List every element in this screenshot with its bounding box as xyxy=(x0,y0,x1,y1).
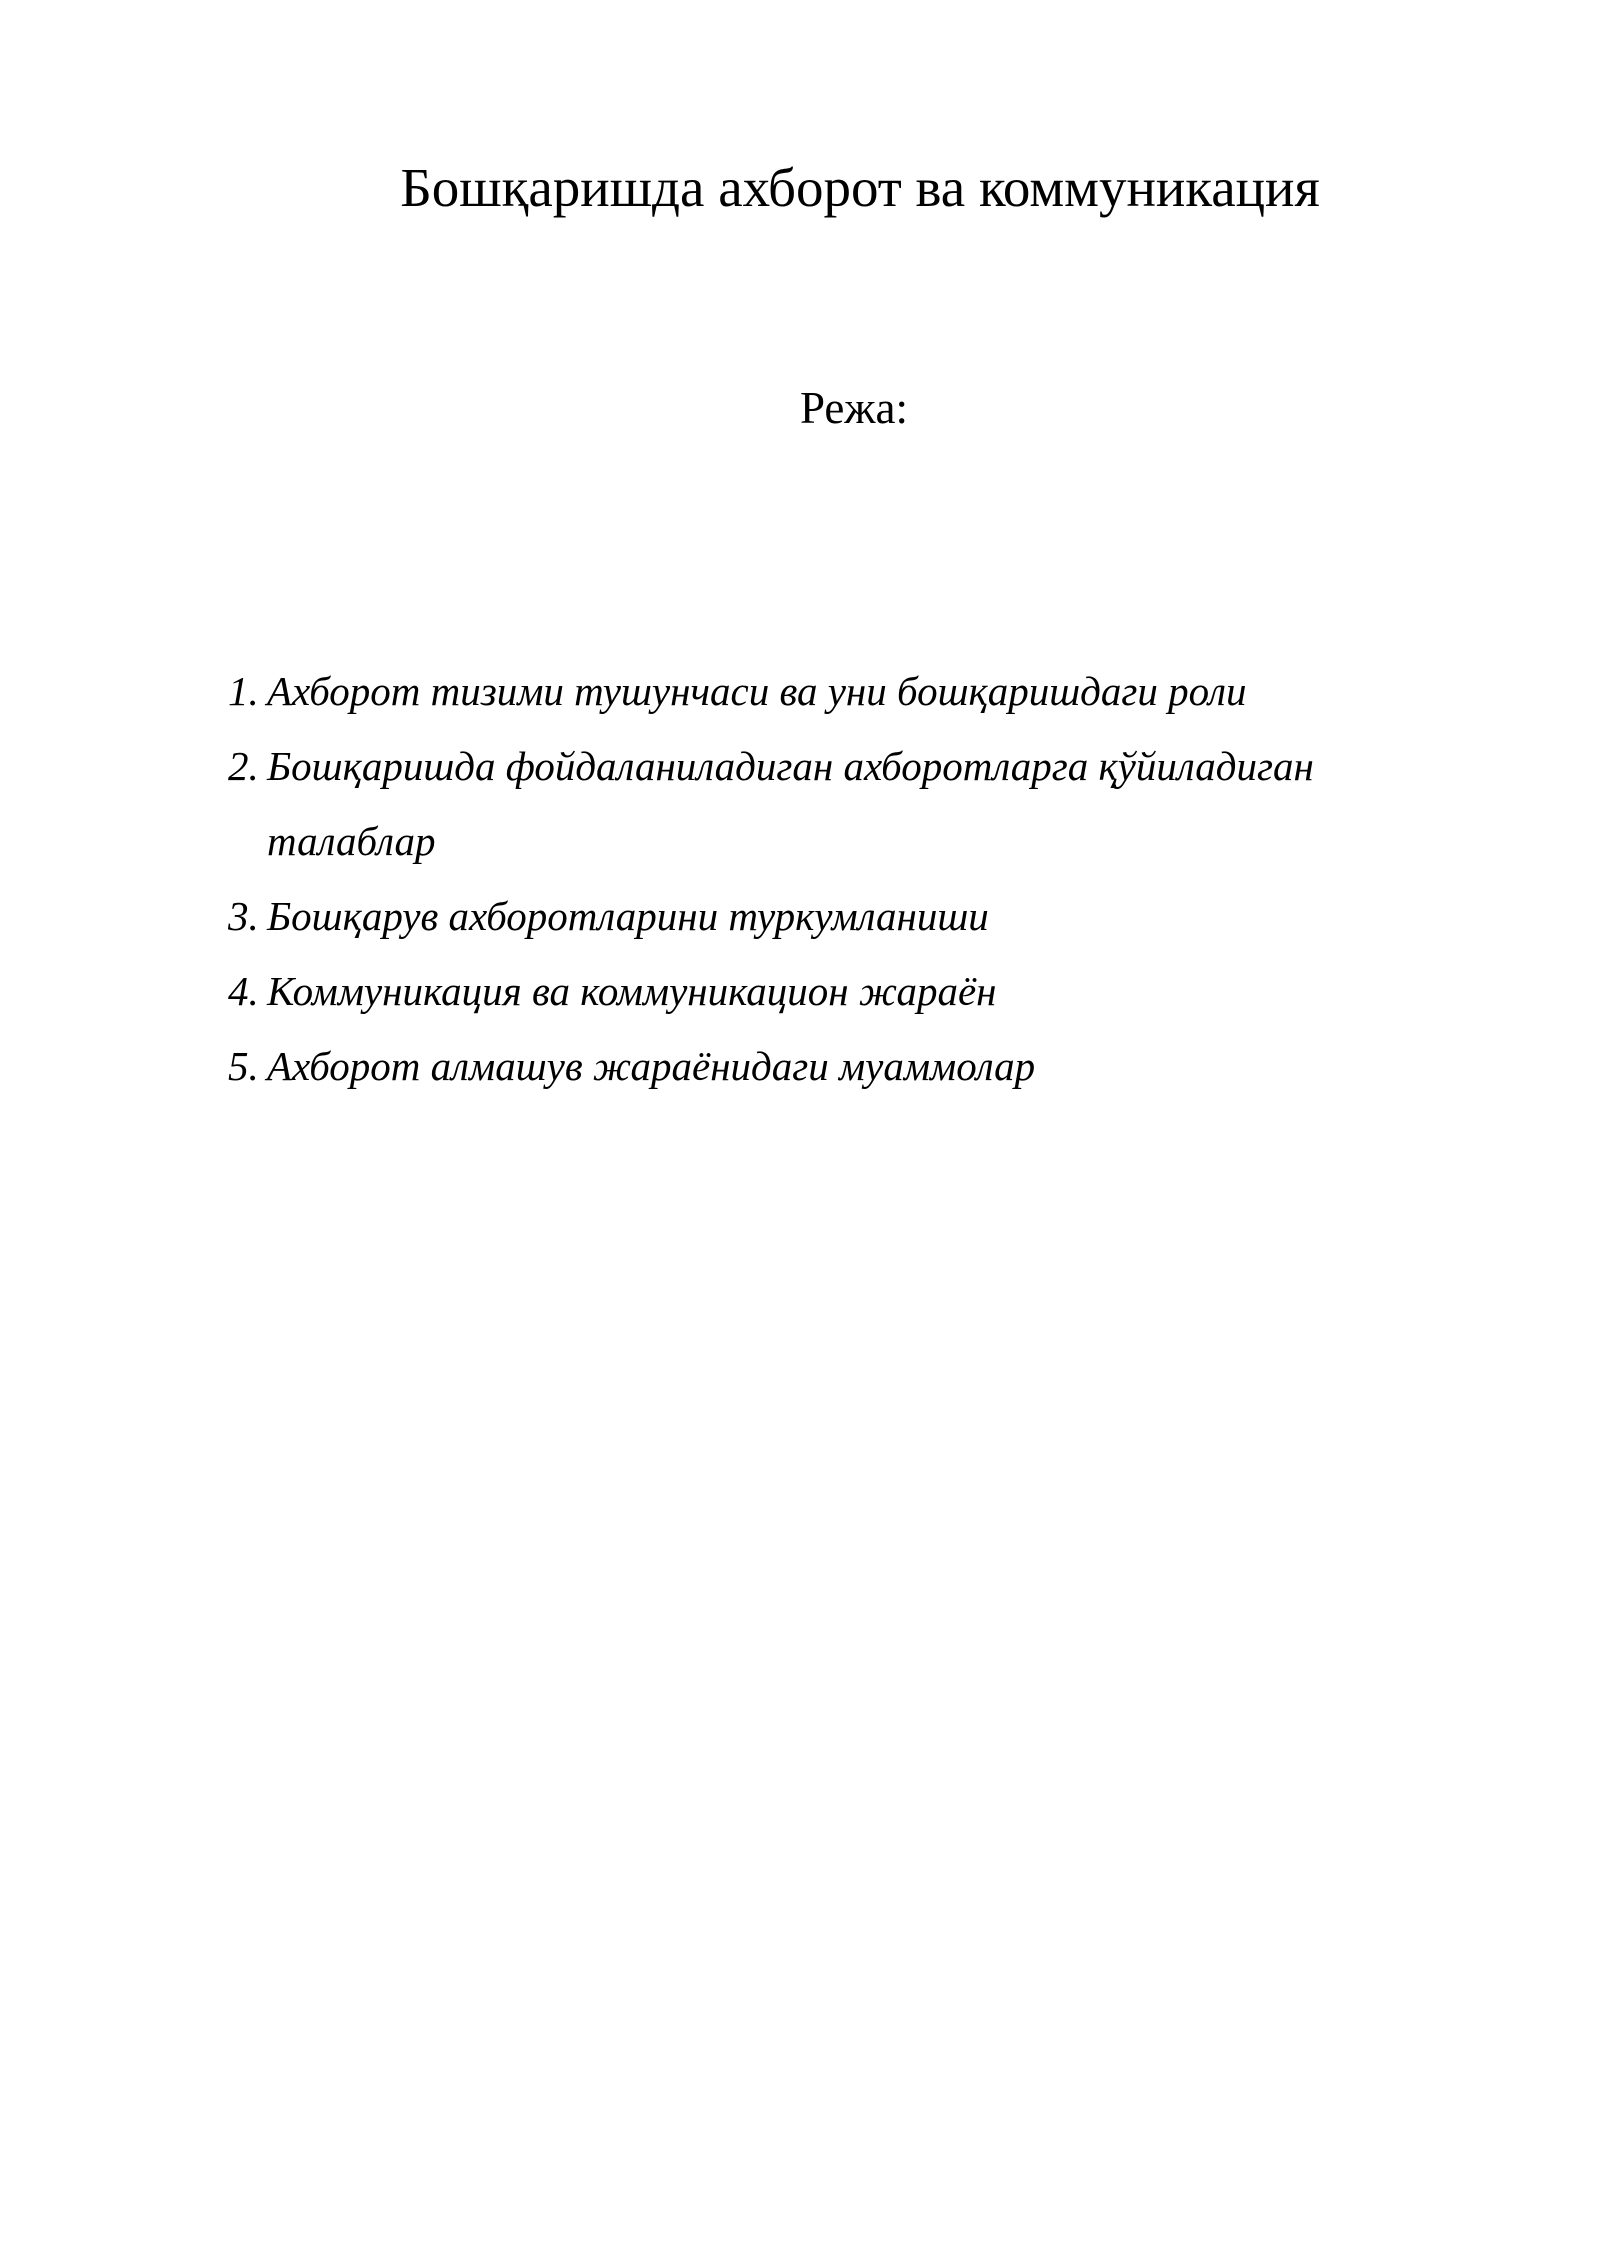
plan-item-5 xyxy=(228,1029,1408,1104)
plan-item-number: 5. xyxy=(228,1043,259,1089)
document-title: Бошқаришда ахборот ва коммуникация xyxy=(400,157,1320,218)
plan-item-number: 3. xyxy=(228,893,259,939)
plan-item-text: Бошқарув ахборотларини туркумланиши xyxy=(267,893,989,939)
plan-item-4 xyxy=(228,954,1408,1029)
plan-item-3 xyxy=(228,879,1408,954)
plan-item-2 xyxy=(228,729,1408,879)
plan-item-number: 4. xyxy=(228,968,259,1014)
plan-item-text: Коммуникация ва коммуникацион жараён xyxy=(267,968,997,1014)
plan-list xyxy=(228,654,1408,1104)
plan-item-text: Бошқаришда фойдаланиладиган ахборотларга қўйиладиган талаблар xyxy=(267,743,1314,864)
plan-heading: Режа: xyxy=(800,383,908,433)
plan-item-text: Ахборот тизими тушунчаси ва уни бошқаришдаги роли xyxy=(267,668,1247,714)
plan-item-number: 1. xyxy=(228,668,259,714)
plan-item-text: Ахборот алмашув жараёнидаги муаммолар xyxy=(267,1043,1036,1089)
plan-item-number: 2. xyxy=(228,743,259,789)
plan-item-1 xyxy=(228,654,1408,729)
